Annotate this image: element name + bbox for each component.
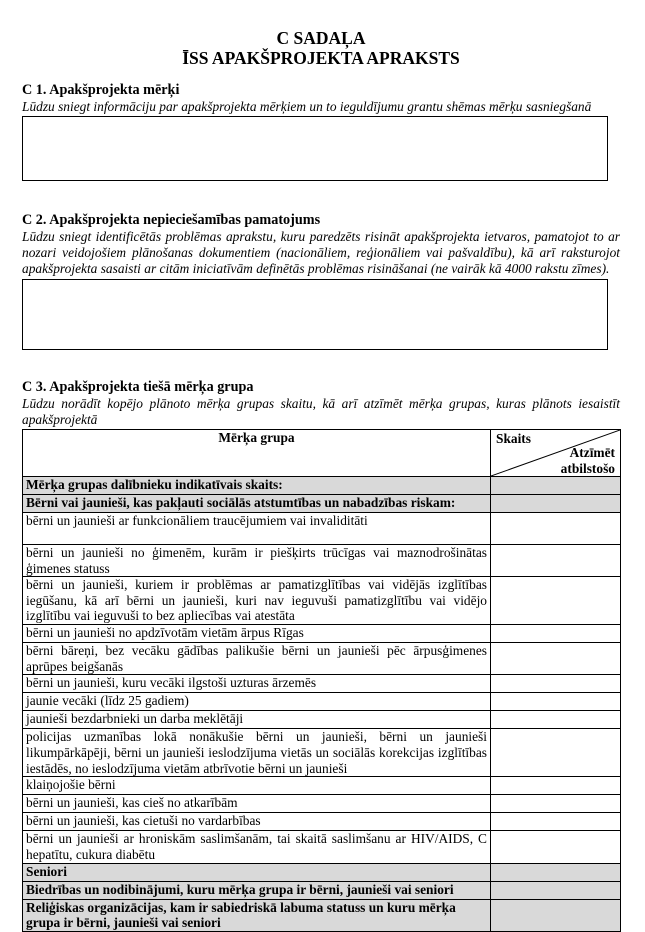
target-group-label: bērni un jaunieši no ģimenēm, kurām ir piešķirts trūcīgas vai maznodrošinātas ģimenes statuss	[23, 545, 491, 577]
target-group-label: bērni un jaunieši ar hroniskām saslimšanām, tai skaitā saslimšanu ar HIV/AIDS, C hepatītu, cukura diabētu	[23, 831, 491, 863]
count-mark-cell[interactable]	[491, 831, 621, 863]
table-row	[23, 513, 621, 545]
target-group-label: bērni un jaunieši, kas cietuši no vardarbības	[23, 813, 491, 831]
table-row	[23, 577, 621, 625]
target-group-label: klaiņojošie bērni	[23, 777, 491, 795]
section-c3	[22, 379, 620, 428]
category-row	[23, 881, 621, 899]
target-group-label: bērni un jaunieši, kuriem ir problēmas ar pamatizglītības vai vidējās izglītības iegūšanu, kā arī bērni un jaunieši, kuri nav ieguvuši pamatizglītību vai vidējo izglītību vai ieguvuši to bez apliecības vai atestāta	[23, 577, 491, 625]
count-mark-cell[interactable]	[491, 693, 621, 711]
count-mark-cell[interactable]	[491, 813, 621, 831]
table-row	[23, 777, 621, 795]
c2-heading: C 2. Apakšprojekta nepieciešamības pamatojums	[22, 212, 321, 228]
count-mark-cell[interactable]	[491, 711, 621, 729]
table-row	[23, 675, 621, 693]
header-target-group: Mērķa grupa	[23, 430, 491, 477]
section-title: C SADAĻA	[276, 28, 366, 48]
target-group-label: bērni bāreņi, bez vecāku gādības palikušie bērni un jaunieši pēc ārpusģimenes aprūpes beigšanās	[23, 643, 491, 675]
table-body	[23, 477, 621, 932]
target-group-table	[22, 429, 621, 932]
header-mark-line1: Atzīmēt	[569, 445, 615, 460]
count-mark-cell[interactable]	[491, 513, 621, 545]
table-row	[23, 831, 621, 863]
target-group-label: bērni un jaunieši, kuru vecāki ilgstoši uzturas ārzemēs	[23, 675, 491, 693]
section-subtitle: ĪSS APAKŠPROJEKTA APRAKSTS	[182, 48, 460, 68]
table-header-row	[23, 430, 621, 477]
count-mark-cell[interactable]	[491, 729, 621, 777]
c2-description: Lūdzu sniegt identificētās problēmas aprakstu, kuru paredzēts risināt apakšprojekta ietvaros, pamatojot to ar nozari veidojošiem plānošanas dokumentiem (nacionāliem, reģionāliem vai pašvaldību), kā arī raksturojot apakšprojekta sasaisti ar citām iniciatīvām definētās problēmas risināšanai (ne vairāk kā 4000 rakstu zīmes).	[22, 229, 620, 276]
count-mark-cell[interactable]	[491, 881, 621, 899]
target-group-label: Biedrības un nodibinājumi, kuru mērķa grupa ir bērni, jaunieši vai seniori	[23, 881, 491, 899]
table-row	[23, 625, 621, 643]
header-mark-appropriate	[561, 445, 615, 477]
count-mark-cell[interactable]	[491, 625, 621, 643]
category-row	[23, 477, 621, 495]
target-group-label: policijas uzmanības lokā nonākušie bērni un jaunieši, bērni un jaunieši likumpārkāpēji, bērni un jaunieši ieslodzījuma vietās un sociālās korekcijas izglītības iestādēs, no ieslodzījuma vietām atbrīvotie bērni un jaunieši	[23, 729, 491, 777]
target-group-label: Bērni vai jaunieši, kas pakļauti sociālās atstumtības un nabadzības riskam:	[23, 495, 491, 513]
count-mark-cell[interactable]	[491, 495, 621, 513]
c3-description: Lūdzu norādīt kopējo plānoto mērķa grupas skaitu, kā arī atzīmēt mērķa grupas, kuras plānots iesaistīt apakšprojektā	[22, 396, 620, 427]
c1-description: Lūdzu sniegt informāciju par apakšprojekta mērķiem un to ieguldījumu grantu shēmas mērķu sasniegšanā	[22, 99, 592, 114]
header-count: Skaits	[496, 431, 531, 446]
target-group-label: bērni un jaunieši no apdzīvotām vietām ārpus Rīgas	[23, 625, 491, 643]
category-row	[23, 863, 621, 881]
count-mark-cell[interactable]	[491, 863, 621, 881]
target-group-label: jaunie vecāki (līdz 25 gadiem)	[23, 693, 491, 711]
count-mark-cell[interactable]	[491, 675, 621, 693]
target-group-label: Reliģiskas organizācijas, kam ir sabiedriskā labuma statuss un kuru mērķa grupa ir bērni, jaunieši vai seniori	[23, 899, 491, 931]
c3-heading: C 3. Apakšprojekta tiešā mērķa grupa	[22, 379, 254, 395]
section-c2	[22, 212, 620, 350]
c1-heading: C 1. Apakšprojekta mērķi	[22, 82, 180, 98]
target-group-label: bērni un jaunieši, kas cieš no atkarībām	[23, 795, 491, 813]
table-row	[23, 545, 621, 577]
count-mark-cell[interactable]	[491, 795, 621, 813]
c2-answer-field[interactable]	[22, 279, 608, 350]
count-mark-cell[interactable]	[491, 545, 621, 577]
target-group-label: Seniori	[23, 863, 491, 881]
c1-answer-field[interactable]	[22, 116, 608, 181]
count-mark-cell[interactable]	[491, 477, 621, 495]
table-row	[23, 729, 621, 777]
target-group-label: jaunieši bezdarbnieki un darba meklētāji	[23, 711, 491, 729]
section-c1	[22, 82, 620, 181]
count-mark-cell[interactable]	[491, 577, 621, 625]
header-count-split-cell	[491, 430, 621, 477]
target-group-label: bērni un jaunieši ar funkcionāliem traucējumiem vai invaliditāti	[23, 513, 491, 545]
table-row	[23, 643, 621, 675]
count-mark-cell[interactable]	[491, 899, 621, 931]
table-row	[23, 795, 621, 813]
header-mark-line2: atbilstošo	[560, 461, 615, 476]
table-row	[23, 711, 621, 729]
target-group-label: Mērķa grupas dalībnieku indikatīvais skaits:	[23, 477, 491, 495]
count-mark-cell[interactable]	[491, 643, 621, 675]
category-row	[23, 899, 621, 931]
table-row	[23, 813, 621, 831]
table-row	[23, 693, 621, 711]
category-row	[23, 495, 621, 513]
count-mark-cell[interactable]	[491, 777, 621, 795]
page	[22, 0, 620, 427]
